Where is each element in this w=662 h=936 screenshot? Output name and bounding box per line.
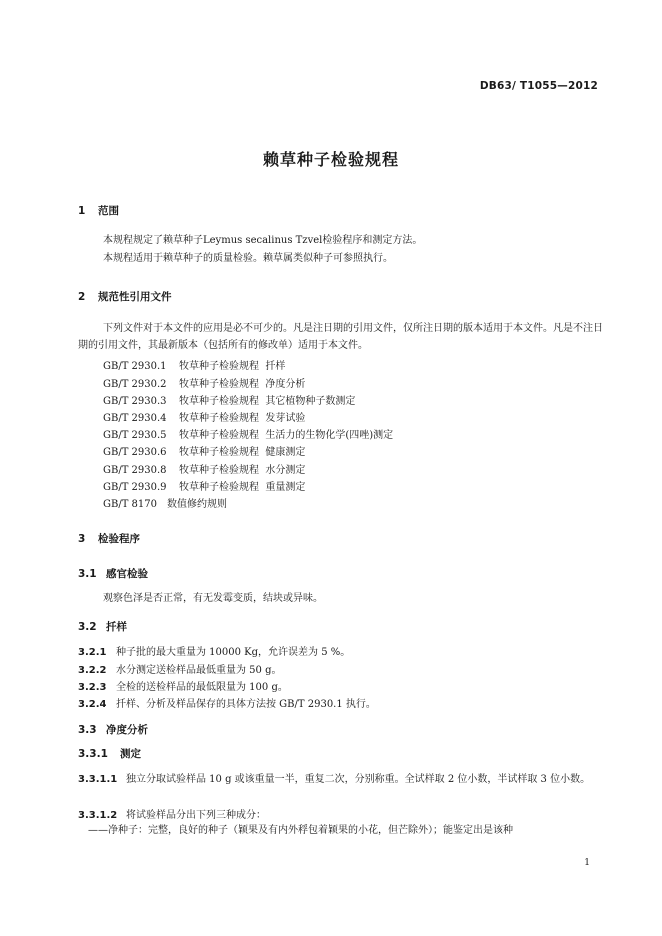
section-2-heading (78, 289, 172, 304)
reference-item (103, 375, 305, 390)
dash-list-item: ——净种子：完整，良好的种子（颖果及有内外稃包着颖果的小花，但芒除外）；能鉴定出是该种 (88, 825, 513, 836)
reference-name: 数值修约规则 (167, 499, 227, 510)
paragraph: 本规程适用于赖草种子的质量检验。赖草属类似种子可参照执行。 (103, 253, 393, 264)
section-number: 3.3 (78, 724, 97, 736)
section-label: 检验程序 (98, 533, 140, 545)
section-3-heading (78, 531, 140, 546)
subsection-3-3-1-heading (78, 746, 141, 761)
clause-number: 3.2.3 (78, 682, 107, 693)
reference-item (103, 357, 285, 372)
clause-item (78, 695, 376, 710)
clause-number: 3.3.1.2 (78, 810, 118, 821)
subsection-3-3-heading (78, 722, 148, 737)
clause-item (78, 678, 288, 693)
subsection-3-1-heading (78, 566, 148, 581)
clause-text: 水分测定送检样品最低重量为 50 g。 (116, 665, 282, 676)
section-label: 感官检验 (106, 568, 148, 580)
reference-item (103, 443, 305, 458)
reference-name: 牧草种子检验规程 水分测定 (179, 465, 306, 476)
clause-text: 种子批的最大重量为 10000 Kg，允许误差为 5 %。 (116, 647, 351, 658)
clause-item (78, 806, 266, 821)
reference-item (103, 409, 305, 424)
clause-number: 3.2.4 (78, 699, 107, 710)
section-label: 规范性引用文件 (98, 291, 172, 303)
clause-text: 扦样、分析及样品保存的具体方法按 GB/T 2930.1 执行。 (116, 699, 376, 710)
reference-code: GB/T 2930.1 (103, 361, 167, 372)
clause-item (78, 661, 281, 676)
section-number: 3 (78, 533, 86, 545)
reference-name: 牧草种子检验规程 净度分析 (179, 379, 306, 390)
reference-name: 牧草种子检验规程 其它植物种子数测定 (179, 396, 356, 407)
section-number: 2 (78, 291, 86, 303)
reference-name: 牧草种子检验规程 发芽试验 (179, 413, 306, 424)
reference-code: GB/T 2930.8 (103, 465, 167, 476)
section-label: 扦样 (106, 621, 127, 633)
clause-item (78, 771, 604, 788)
clause-text: 全检的送检样品的最低限量为 100 g。 (116, 682, 288, 693)
clause-number: 3.2.1 (78, 647, 107, 658)
reference-name: 牧草种子检验规程 扦样 (179, 361, 286, 372)
section-number: 3.2 (78, 621, 97, 633)
section-label: 测定 (120, 748, 141, 760)
reference-name: 牧草种子检验规程 生活力的生物化学(四唑)测定 (179, 430, 394, 441)
page-number: 1 (584, 858, 590, 868)
reference-code: GB/T 2930.4 (103, 413, 167, 424)
reference-item (103, 495, 227, 510)
section-1-heading (78, 203, 119, 218)
clause-item (78, 643, 350, 658)
reference-code: GB/T 2930.5 (103, 430, 167, 441)
paragraph: 下列文件对于本文件的应用是必不可少的。凡是注日期的引用文件，仅所注日期的版本适用于本文件。凡是不注日期的引用文件，其最新版本（包括所有的修改单）适用于本文件。 (78, 323, 603, 351)
paragraph: 本规程规定了赖草种子Leymus secalinus Tzvel检验程序和测定方法。 (103, 235, 423, 246)
document-title: 赖草种子检验规程 (262, 150, 399, 169)
reference-name: 牧草种子检验规程 健康测定 (179, 447, 306, 458)
section-label: 范围 (98, 205, 119, 217)
clause-number: 3.3.1.1 (78, 774, 118, 785)
reference-item (103, 392, 355, 407)
reference-name: 牧草种子检验规程 重量测定 (179, 482, 306, 493)
reference-code: GB/T 2930.3 (103, 396, 167, 407)
section-label: 净度分析 (106, 724, 148, 736)
reference-code: GB/T 2930.2 (103, 379, 167, 390)
section-number: 1 (78, 205, 86, 217)
subsection-3-2-heading (78, 619, 127, 634)
reference-code: GB/T 8170 (103, 499, 158, 510)
section-number: 3.1 (78, 568, 97, 580)
reference-code: GB/T 2930.6 (103, 447, 167, 458)
reference-item (103, 461, 305, 476)
document-code: DB63/ T1055—2012 (479, 80, 598, 92)
clause-text: 将试验样品分出下列三种成分： (126, 810, 266, 821)
reference-code: GB/T 2930.9 (103, 482, 167, 493)
reference-item (103, 478, 305, 493)
reference-item (103, 426, 393, 441)
clause-number: 3.2.2 (78, 665, 107, 676)
clause-text: 独立分取试验样品 10 g 或该重量一半，重复二次，分别称重。全试样取 2 位小数，半试样取 3 位小数。 (126, 774, 591, 785)
paragraph: 观察色泽是否正常，有无发霉变质，结块或异味。 (103, 593, 323, 604)
section-number: 3.3.1 (78, 748, 108, 760)
